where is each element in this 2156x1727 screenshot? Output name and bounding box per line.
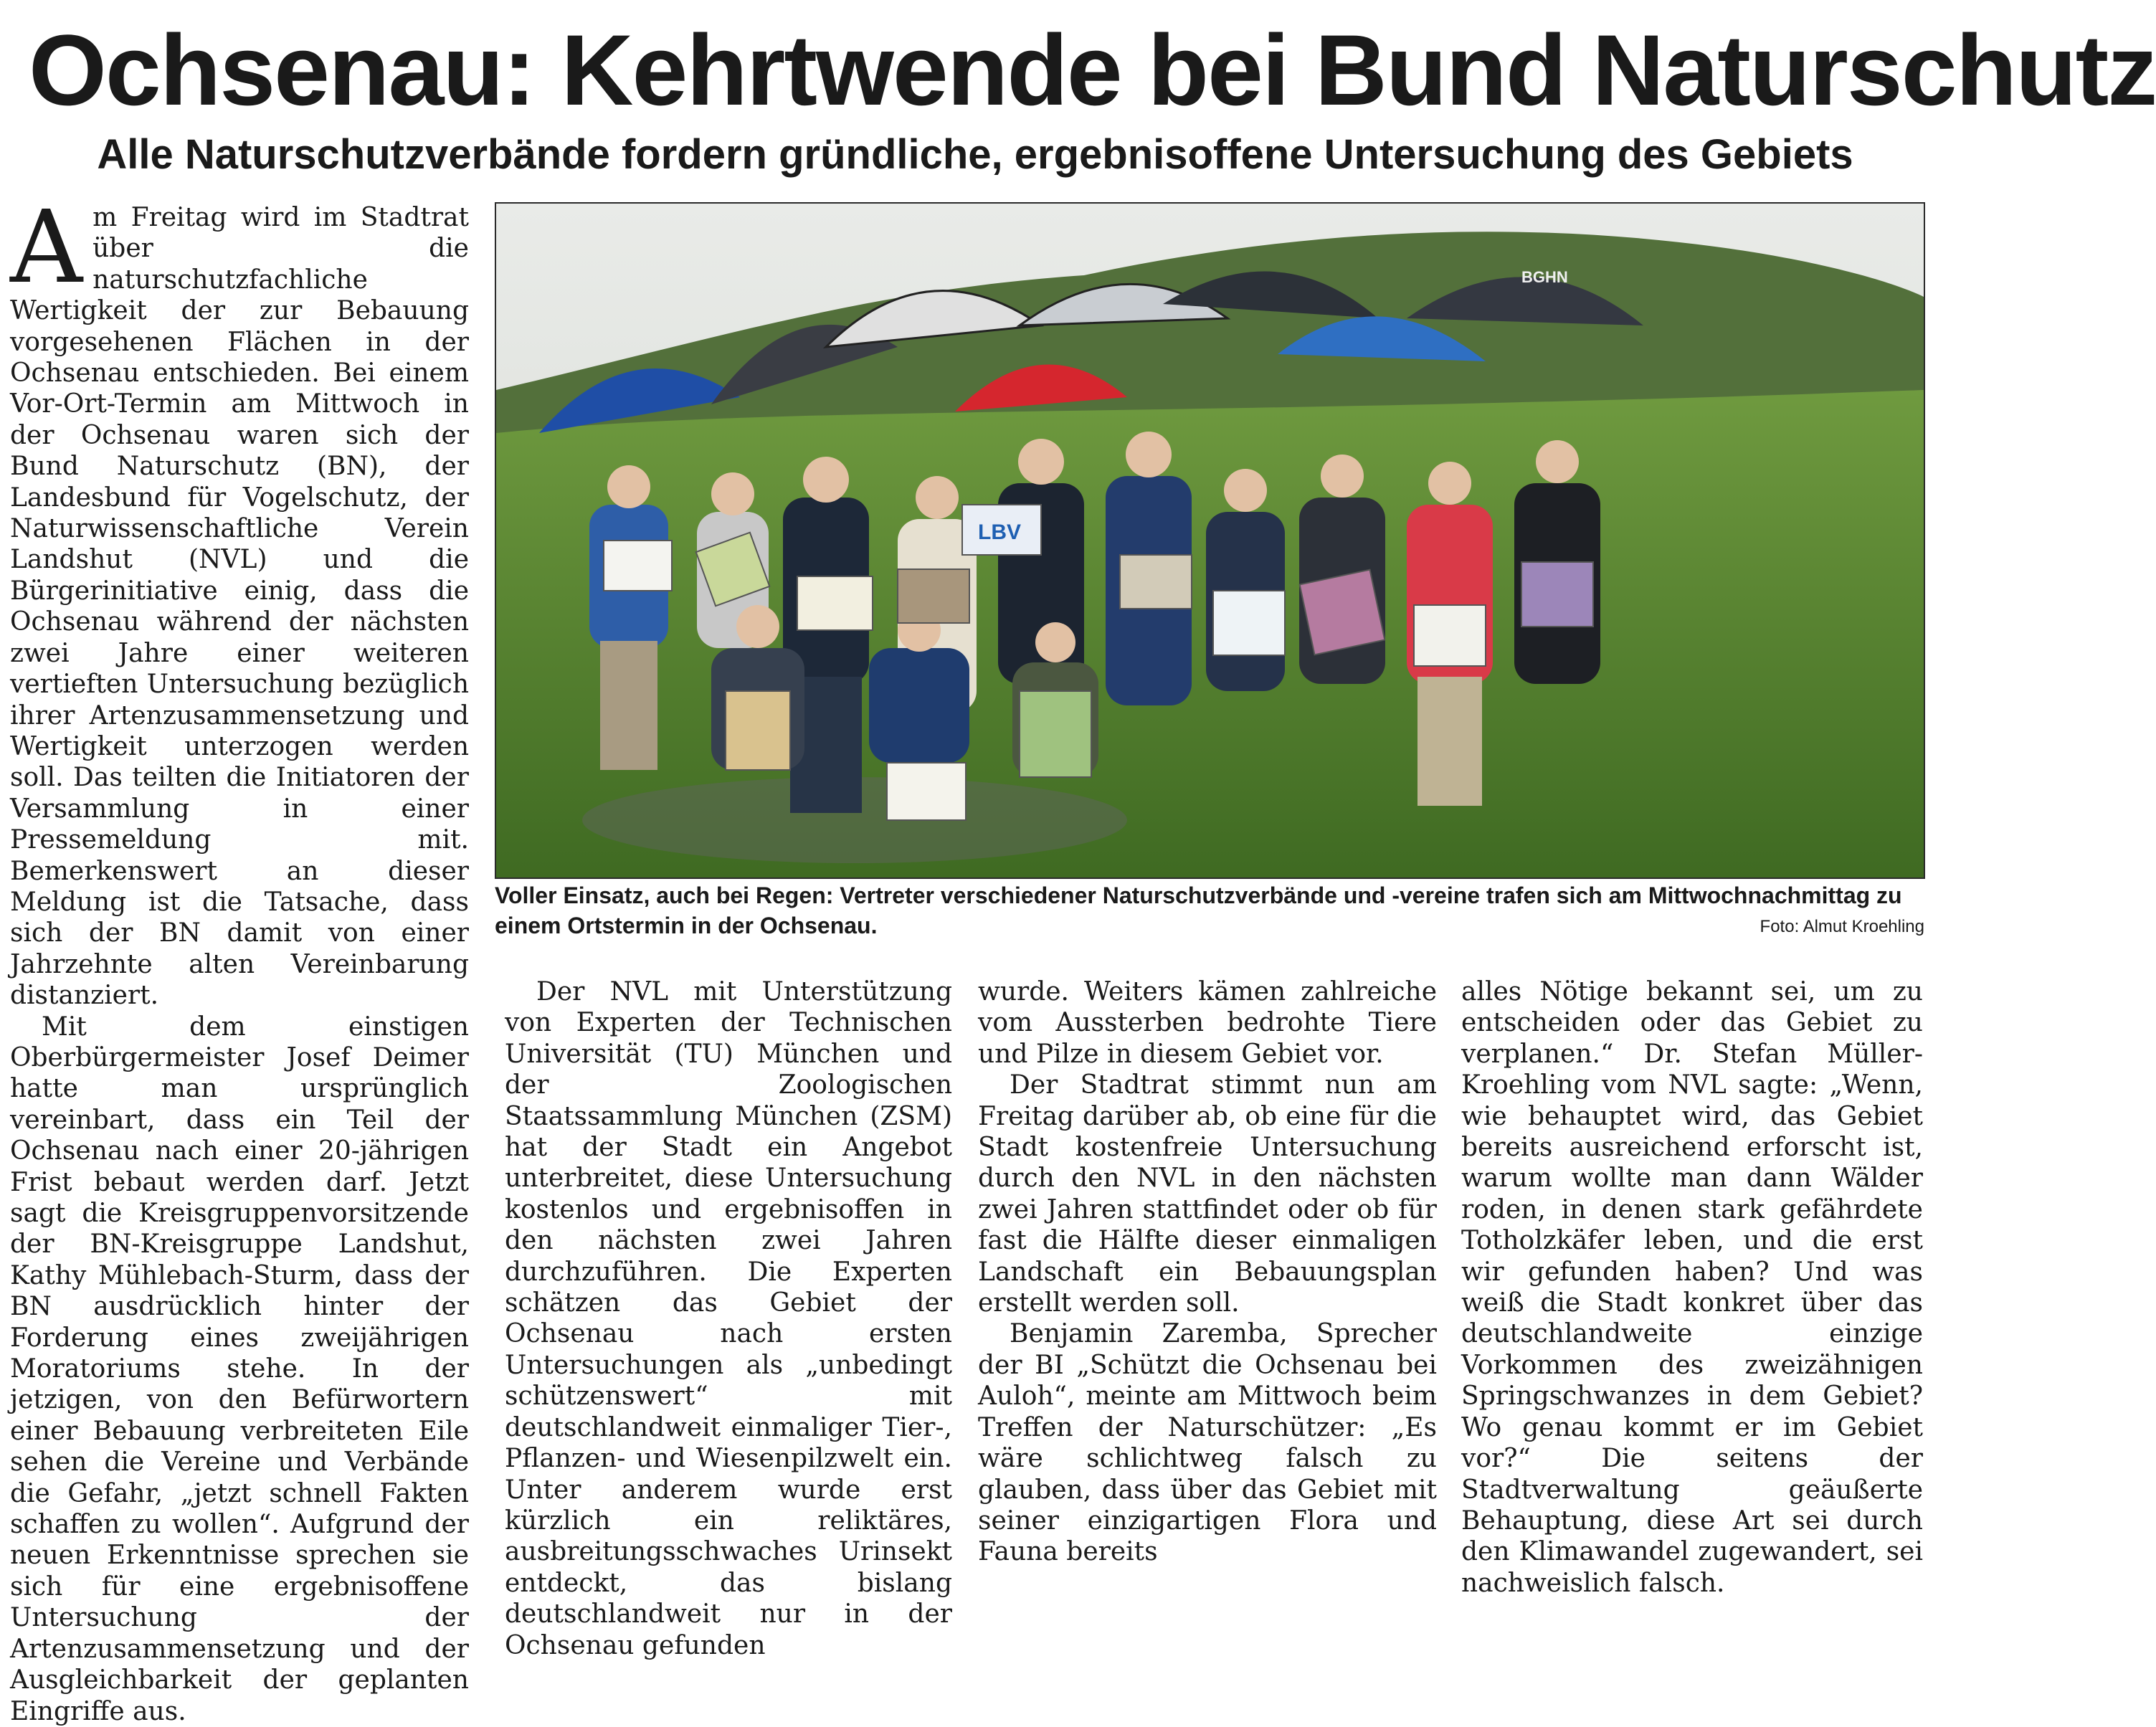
paragraph: Der NVL mit Unterstützung von Experten der Technischen Universität (TU) München und der Zoologischen Staatssammlung München (ZSM) hat der Stadt ein Angebot unterbreitet, diese Untersuchung kostenlos und ergebnisoffen in den nächsten zwei Jahren durchzuführen. Die Experten schätzen das Gebiet der Ochsenau nach ersten Untersuchungen als „unbedingt schützenswert“ mit deutschlandweit einmaliger Tier-, Pflanzen- und Wiesenpilzwelt ein. Unter anderem wurde erst kürzlich ein reliktäres, ausbreitungsschwaches Urinsekt entdeckt, das bislang deutschlandweit nur in der Ochsenau gefunden <box>505 977 952 1660</box>
photo-illustration <box>496 204 1924 877</box>
headline: Ochsenau: Kehrtwende bei Bund Naturschutz <box>29 14 2156 126</box>
article-column-1 <box>10 189 469 1727</box>
article-column-3 <box>978 976 1437 1568</box>
paragraph: Der Stadtrat stimmt nun am Freitag darüber ab, ob eine für die Stadt kostenfreie Untersuchung durch den NVL in den nächsten zwei Jahren stattfindet oder ob für fast die Hälfte dieser einmaligen Landschaft ein Bebauungsplan erstellt werden soll. <box>978 1070 1437 1318</box>
article-column-2 <box>505 976 952 1661</box>
paragraph: alles Nötige bekannt sei, um zu entscheiden oder das Gebiet zu verplanen.“ Dr. Stefan Müller-Kroehling vom NVL sagte: „Wenn, wie behauptet wird, das Gebiet bereits ausreichend erforscht ist, warum wollte man dann Wälder roden, in denen stark gefährdete Totholzkäfer leben, und die erst wir gefunden haben? Und was weiß die Stadt konkret über das deutschlandweite einzige Vorkommen des zweizähnigen Springschwanzes in dem Gebiet? Wo genau kommt er im Gebiet vor?“ Die seitens der Stadtverwaltung geäußerte Behauptung, diese Art sei durch den Klimawandel zugewandert, sei nachweislich falsch. <box>1461 977 1923 1598</box>
paragraph: m Freitag wird im Stadtrat über die naturschutzfachliche Wertigkeit der zur Bebauung vorgesehenen Flächen in der Ochsenau entschieden. Bei einem Vor-Ort-Termin am Mittwoch in der Ochsenau waren sich der Bund Naturschutz (BN), der Landesbund für Vogelschutz, der Naturwissenschaftliche Verein Landshut (NVL) und die Bürgerinitiative einig, dass die Ochsenau während der nächsten zwei Jahre einer weiteren vertieften Untersuchung bezüglich ihrer Artenzusammensetzung und Wertigkeit unterzogen werden soll. Das teilten die Initiatoren der Versammlung in einer Pressemeldung mit. Bemerkenswert an dieser Meldung ist die Tatsache, dass sich der BN damit von einer Jahrzehnte alten Vereinbarung distanziert. <box>10 203 469 1011</box>
article-photo <box>495 202 1925 879</box>
sign-label: LBV <box>978 520 1021 544</box>
paragraph: Mit dem einstigen Oberbürgermeister Josef Deimer hatte man ursprünglich vereinbart, dass ein Teil der Ochsenau nach einer 20-jährigen Frist bebaut werden darf. Jetzt sagt die Kreisgruppenvorsitzende der BN-Kreisgruppe Landshut, Kathy Mühlebach-Sturm, dass der BN ausdrücklich hinter der Forderung eines zweijährigen Moratoriums stehe. In der jetzigen, von den Befürwortern einer Bebauung verbreiteten Eile sehen die Vereine und Verbände die Gefahr, „jetzt schnell Fakten schaffen zu wollen“. Aufgrund der neuen Erkenntnisse sprechen sie sich für eine ergebnisoffene Untersuchung der Artenzusammensetzung und der Ausgleichbarkeit der geplanten Eingriffe aus. <box>10 1012 469 1726</box>
umbrella-label: BGHN <box>1521 268 1568 286</box>
article-column-4 <box>1461 976 1923 1599</box>
paragraph: Benjamin Zaremba, Sprecher der BI „Schützt die Ochsenau bei Auloh“, meinte am Mittwoch beim Treffen der Naturschützer: „Es wäre schlichtweg falsch zu glauben, dass über das Gebiet mit seiner einzigartigen Flora und Fauna bereits <box>978 1319 1437 1567</box>
photo-credit: Foto: Almut Kroehling <box>1760 917 1924 936</box>
dropcap: A <box>10 189 83 306</box>
photo-caption: Voller Einsatz, auch bei Regen: Vertreter verschiedener Naturschutzverbände und -vereine trafen sich am Mittwochnachmittag zu einem Ortstermin in der Ochsenau. <box>495 882 1902 938</box>
paragraph: wurde. Weiters kämen zahlreiche vom Aussterben bedrohte Tiere und Pilze in diesem Gebiet vor. <box>978 977 1437 1069</box>
subheadline: Alle Naturschutzverbände fordern gründliche, ergebnisoffene Untersuchung des Gebiets <box>97 131 1853 178</box>
